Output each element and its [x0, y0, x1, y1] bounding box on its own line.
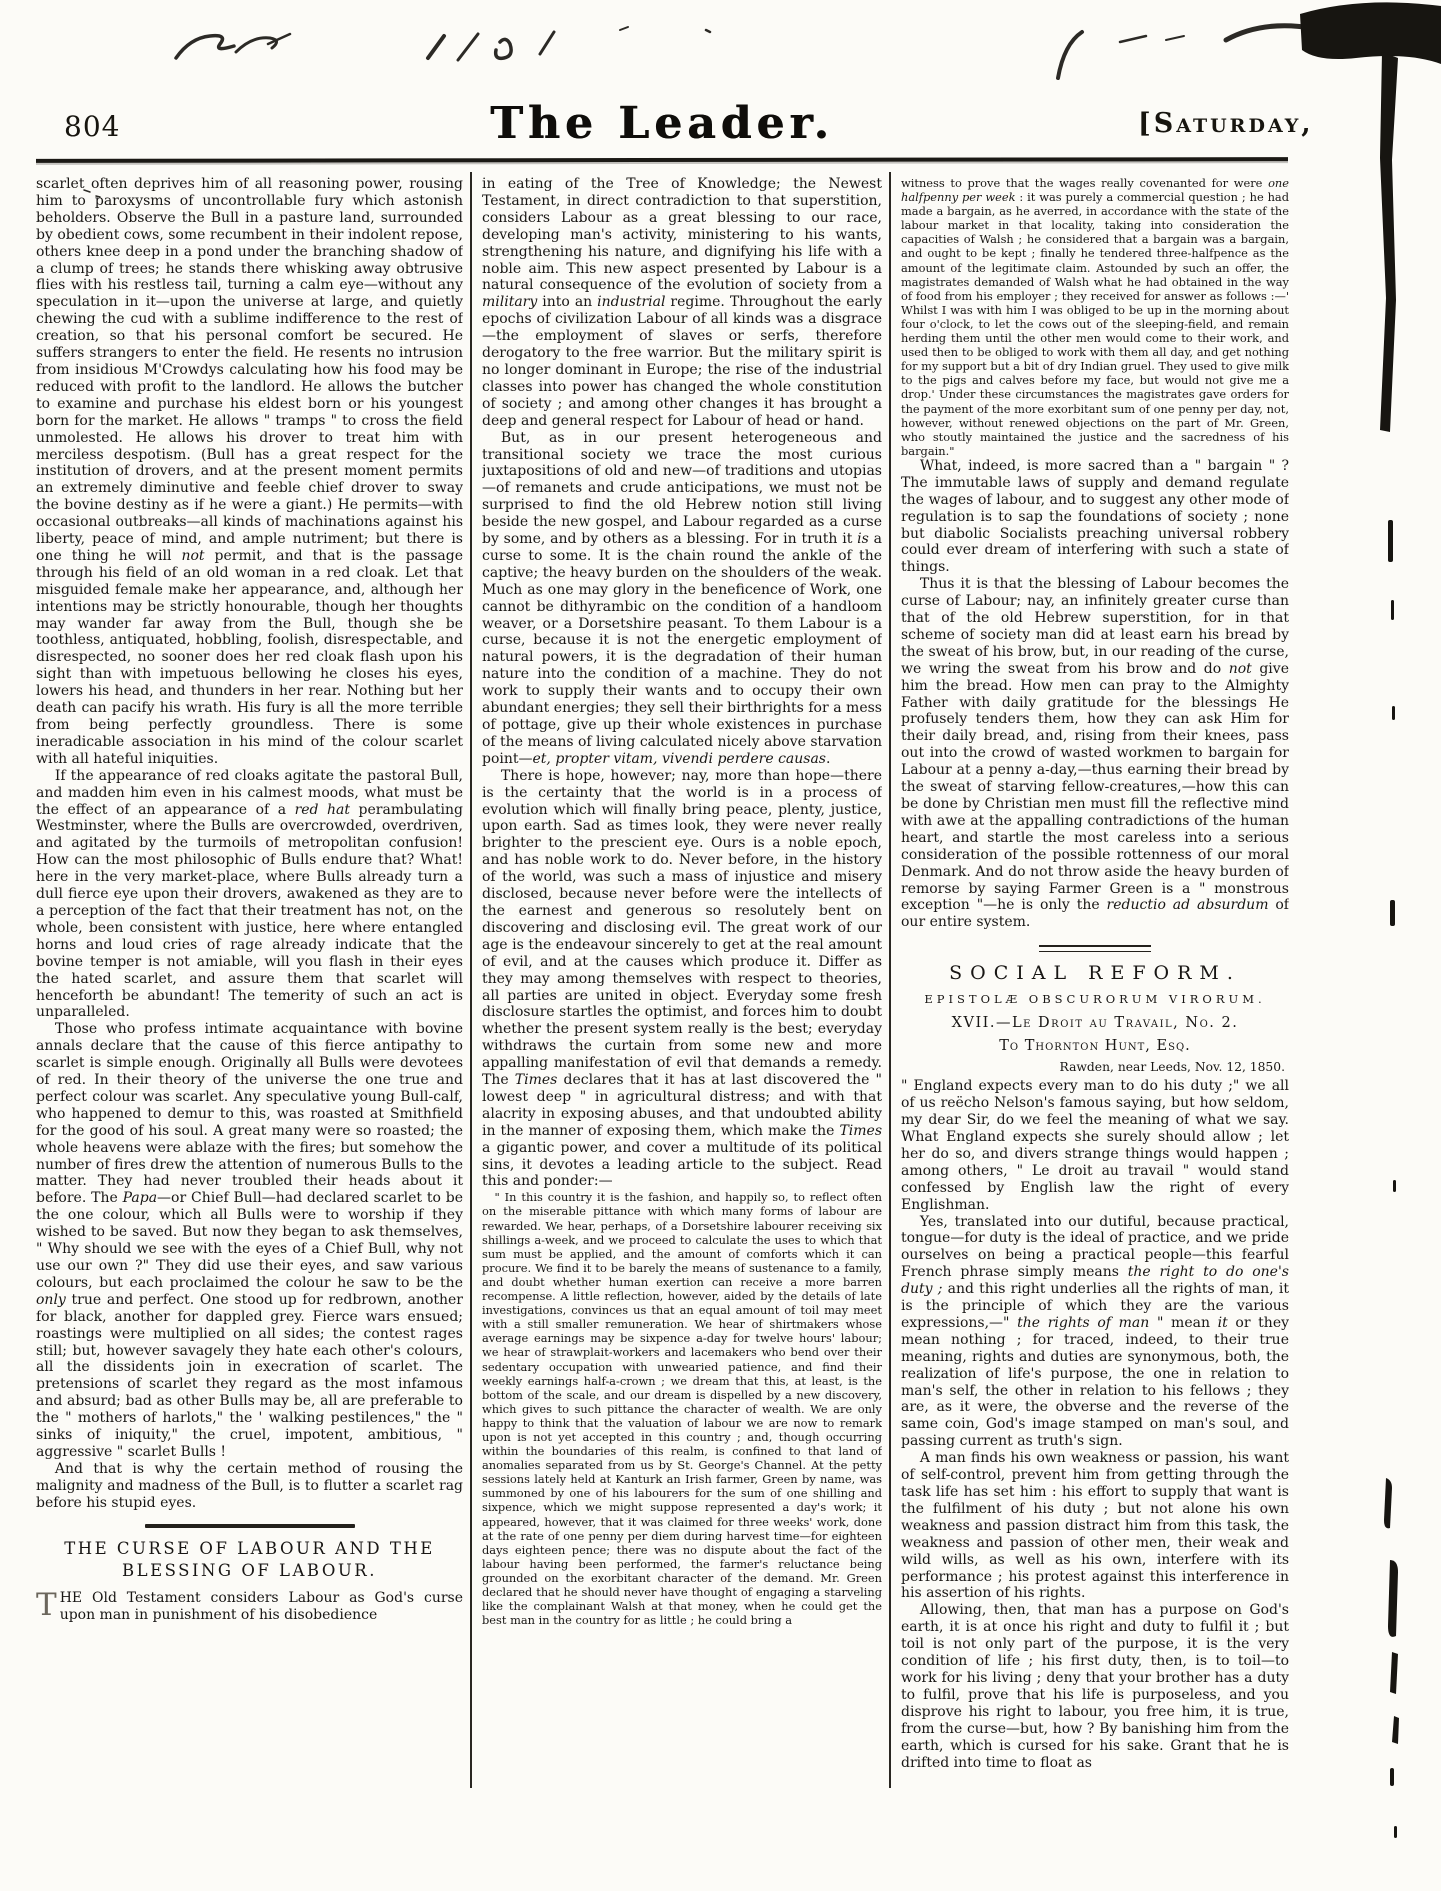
issue-date-label: [Saturday, — [1138, 108, 1314, 139]
social-reform-subtitle: EPISTOLÆ OBSCURORUM VIRORUM. — [924, 992, 1266, 1007]
section-divider-rule — [145, 1524, 355, 1528]
column-divider-rule — [889, 172, 891, 1788]
times-quote-block: " In this country it is the fashion, and happily so, to reflect often on the miserable pittance with which many forms of labour are rewarded. We hear, perhaps, of a Dorsetshire labourer receiving six shillings a-week, and we proceed to calculate the uses to which that sum must be applied, and the amount of comforts which it can procure. We find it to be barely the means of sustenance to a family, and doubt whether human exertion can receive a more barren recompense. A little reflection, however, aided by the details of late investigations, convinces us that an equal amount of toil may meet with a still smaller remuneration. We hear of shirtmakers whose average earnings may be sixpence a-day for twelve hours' labour; we hear of strawplait-workers and lacemakers who bend over their sedentary occupation with unwearied patience, and find their weekly earnings half-a-crown ; we dream that this, at least, is the bottom of the scale, and our dream is dispelled by a new discovery, which gives to such pittance the character of wealth. We are only happy to think that the valuation of labour we are now to remark upon is not yet accepted in this country ; and, though occurring within the boundaries of this realm, is confined to that land of anomalies separated from us by St. George's Channel. At the petty sessions lately held at Kanturk an Irish farmer, Green by name, was summoned by one of his labourers for the sum of one shilling and sixpence, which we might suppose represented a day's work; it appeared, however, that it was claimed for three weeks' work, done at the rate of one penny per diem during harvest time—for eighteen days eighteen pence; there was no dispute about the fact of the labour having been performed, the farmer's reluctance being grounded on the exorbitant character of the demand. Mr. Green declared that he should never have thought of engaging a starveling like the complainant Walsh at that money, when he could get the best man in the country for as little ; he could bring a — [482, 1190, 882, 1628]
column-3 — [901, 176, 1289, 1791]
masthead-title: The Leader. — [490, 98, 834, 149]
column-1 — [36, 176, 463, 1791]
page-number: 804 — [64, 110, 121, 143]
letter-paragraph: " England expects every man to do his duty ;" we all of us reëcho Nelson's famous saying, but how seldom, my dear Sir, do we feel the meaning of what we say. What England expects she surely should allow ; let her do so, and divers strange things would happen ; among others, " Le droit au travail " would stand confessed by English law the right of every Englishman. — [901, 1078, 1289, 1213]
letter-paragraph: Yes, translated into our dutiful, because practical, tongue—for duty is the ideal of practice, and we pride ourselves on being a practical people—this fearful French phrase simply means the right to do one's duty ; and this right underlies all the rights of man, it is the principle of which they are the various expressions,—" the rights of man " mean it or they mean nothing ; for traced, indeed, to their true meaning, rights and duties are synonymous, both, the realization of life's purpose, the one in relation to man's self, the other in relation to his fellows ; they are, as it were, the obverse and the reverse of the same coin, God's image stamped on man's soul, and passing current as truth's sign. — [901, 1213, 1289, 1450]
times-quote-continuation: witness to prove that the wages really covenanted for were one halfpenny per week : it was purely a commercial question ; he had made a bargain, as he averred, in accordance with the state of the labour market in that locality, taking into consideration the capacities of Walsh ; he considered that a bargain was a bargain, and ought to be kept ; finally he tendered three-halfpence as the amount of the legitimate claim. Astounded by such an offer, the magistrates demanded of Walsh what he had obtained in the way of food from his employer ; they received for answer as follows :—' Whilst I was with him I was obliged to be up in the morning about four o'clock, to let the cows out of the sleeping-field, and remain herding them until the other men would come to their work, and used then to be obliged to work with them all day, and get nothing for my support but a bit of dry Indian gruel. They used to give milk to the pigs and calves before my face, but would not give me a drop.' Under these circumstances the magistrates gave orders for the payment of the more exorbitant sum of one penny per day, not, however, without renewed objections on the part of Mr. Green, who stoutly maintained the justice and the sacredness of his bargain." — [901, 176, 1289, 458]
article-paragraph: What, indeed, is more sacred than a " bargain " ? The immutable laws of supply and demand regulate the wages of labour, and to suggest any other mode of regulation is to sap the foundations of society ; none but diabolic Socialists preaching universal robbery could ever dream of interfering with such a state of things. — [901, 457, 1289, 576]
article-paragraph: in eating of the Tree of Knowledge; the Newest Testament, in direct contradiction to that superstition, considers Labour as a great blessing to our race, developing man's activity, ministering to his wants, strengthening his nature, and dignifying his life with a noble aim. This new aspect presented by Labour is a natural consequence of the evolution of society from a military into an industrial regime. Throughout the early epochs of civilization Labour of all kinds was a disgrace—the employment of slaves or serfs, therefore derogatory to the free warrior. But the military spirit is no longer dominant in Europe; the rise of the industrial classes into power has changed the whole constitution of society ; and among other changes it has brought a deep and general respect for Labour of head or hand. — [482, 176, 882, 429]
section-divider-rule — [1039, 945, 1151, 952]
letter-paragraph: Allowing, then, that man has a purpose on God's earth, it is at once his right and duty to fulfil it ; but toil is not only part of the purpose, it is the very condition of life ; his first duty, then, is to toil—to work for his living ; deny that your brother has a duty to fulfil, prove that his life is purposeless, and you disprove his right to labour, you free him, it is true, from the curse—but, how ? By banishing him from the earth, which is cursed for his sake. Grant that he is drifted into time to float as — [901, 1602, 1289, 1771]
article-paragraph: Those who profess intimate acquaintance with bovine annals declare that the cause of this fierce antipathy to scarlet is simple enough. Originally all Bulls were devotees of red. In their theory of the universe the one true and perfect colour was scarlet. Any speculative young Bull-calf, who happened to demur to this, was roasted at Smithfield for the good of his soul. A great many were so roasted; the whole heavens were ablaze with the fires; but somehow the number of fires drew the attention of numerous Bulls to the matter. They had never troubled their heads about it before. The Papa—or Chief Bull—had declared scarlet to be the one colour, which all Bulls were to worship if they wished to be saved. But now they began to ask themselves, " Why should we see with the eyes of a Chief Bull, why not use our own ?" They did use their eyes, and saw various colours, but each proclaimed the colour he saw to be the only true and perfect. One stood up for redbrown, another for black, another for dappled grey. Fierce wars ensued; roastings were multiplied on all sides; the contest rages still; but, however savagely they hate each other's colours, all the dissidents join in execration of scarlet. The pretensions of scarlet they regard as the most infamous and absurd; bad as other Bulls may be, all are preferable to the " mothers of harlots," the ' walking pestilences," the " sinks of iniquity," the cruel, impotent, ambitious, " aggressive " scarlet Bulls ! — [36, 1021, 463, 1460]
article-title: THE CURSE OF LABOUR AND THE BLESSING OF LABOUR. — [64, 1538, 435, 1580]
column-divider-rule — [470, 172, 472, 1788]
scan-edge-artifact — [1300, 2, 1441, 1838]
article-paragraph: scarlet often deprives him of all reasoning power, rousing him to paroxysms of uncontrollable fury which astonish beholders. Observe the Bull in a pasture land, surrounded by obedient cows, some recumbent in their indolent repose, others knee deep in a pond under the branching shadow of a clump of trees; he stands there whisking away obtrusive flies with his restless tail, turning a calm eye—without any speculation in it—upon the universe at large, and quietly chewing the cud with a sublime indifference to the rest of creation, so that his personal comfort be secured. He suffers strangers to enter the field. He resents no intrusion from insidious M'Crowdys calculating how his food may be reduced with profit to the landlord. He allows the butcher to examine and purchase his eldest born or his youngest born for the market. He allows " tramps " to cross the field unmolested. He allows his drover to treat him with merciless despotism. (Bull has a great respect for the institution of drovers, and at the present moment permits an extremely diminutive and feeble chief drover to sway the bovine destiny as if he were a giant.) He permits—with occasional outbreaks—all kinds of machinations against his liberty, peace of mind, and ample nutriment; but there is one thing he will not permit, and that is the passage through his field of an old woman in a red cloak. Let that misguided female make her appearance, and, although her intentions may be strictly honourable, though her thoughts may wander far away from the Bull, though she be toothless, antiquated, hobbling, foolish, disrespectable, and disrespected, no sooner does her red cloak flash upon his sight than with impetuous bellowing he closes his eyes, lowers his head, and thunders in her rear. Nothing but her death can pacify his wrath. His fury is all the more terrible from being perfectly groundless. There is some ineradicable association in his mind of the colour scarlet with all hateful iniquities. — [36, 176, 463, 767]
social-reform-title: SOCIAL REFORM. — [949, 962, 1241, 985]
column-2 — [482, 176, 882, 1791]
social-reform-addressee: To Thornton Hunt, Esq. — [999, 1038, 1191, 1055]
article-paragraph: Thus it is that the blessing of Labour becomes the curse of Labour; nay, an infinitely greater curse than that of the old Hebrew superstition, for in that scheme of society man did at least earn his bread by the sweat of his brow, but, in our reading of the curse, we wring the sweat from his brow and do not give him the bread. How men can pray to the Almighty Father with daily gratitude for the blessings He profusely tenders them, how they can ask Him for their daily bread, and, rising from their knees, pass out into the crowd of wasted workmen to bargain for Labour at a penny a-day,—thus earning their bread by the sweat of starving fellow-creatures,—how this can be done by Christian men must fill the reflective mind with awe at the appalling contradictions of the human heart, and startle the most careless into a serious consideration of the possible rottenness of our moral Denmark. And do not throw aside the heavy burden of remorse by saying Farmer Green is a " monstrous exception "—he is only the reductio ad absurdum of our entire system. — [901, 576, 1289, 931]
article-paragraph: If the appearance of red cloaks agitate the pastoral Bull, and madden him even in his calmest moods, what must be the effect of an appearance of a red hat perambulating Westminster, where the Bulls are overcrowded, overdriven, and agitated by the turmoils of metropolitan confusion! How can the most philosophic of Bulls endure that? What! here in the very market-place, where Bulls already turn a dull fierce eye upon their drovers, awakened as they are to a perception of the fact that their treatment has not, on the whole, been consistent with justice, here where entangled horns and loud cries of rage already indicate that the bovine temper is not amiable, will you flash in their eyes the hated scarlet, and assure them that scarlet will henceforth be abundant! The temerity of such an act is unparalleled. — [36, 767, 463, 1021]
letter-paragraph: A man finds his own weakness or passion, his want of self-control, prevent him from getting through the task life has set him : his effort to supply that want is the fulfilment of his duty ; but not alone his own weakness and passion distract him from this task, the weakness and passion of other men, their weak and wild wills, as well as his own, interfere with its performance ; his protest against this interference in his assertion of his rights. — [901, 1450, 1289, 1602]
social-reform-series-line: XVII.—Le Droit au Travail, No. 2. — [951, 1015, 1239, 1032]
article-paragraph: There is hope, however; nay, more than hope—there is the certainty that the world is in a process of evolution which will finally bring peace, plenty, justice, upon earth. Sad as times look, they were never really brighter to the prescient eye. Ours is a noble epoch, and has noble work to do. Never before, in the history of the world, was such a mass of injustice and misery disclosed, because never before were the intellects of the earnest and generous so resolutely bent on discovering and disclosing evil. The great work of our age is the endeavour sincerely to get at the real amount of evil, and at the causes which produce it. Differ as they may among themselves with respect to theories, all parties are united in object. Everyday some fresh disclosure startles the optimist, and forces him to doubt whether the present system really is the best; everyday withdraws the curtain from some new and more appalling manifestation of evil that demands a remedy. The Times declares that it has at last discovered the " lowest deep " in agricultural distress; and with that alacrity in exposing abuses, and that undoubted ability in the manner of exposing them, which make the Times a gigantic power, and cover a multitude of its political sins, it devotes a leading article to the subject. Read this and ponder:— — [482, 767, 882, 1190]
article-paragraph: But, as in our present heterogeneous and transitional society we trace the most curious juxtapositions of old and new—of traditions and utopias—of remanets and crude anticipations, we must not be surprised to find the old Hebrew notion still living beside the new gospel, and Labour regarded as a curse by some, and by others as a blessing. For in truth it is a curse to some. It is the chain round the ankle of the captive; the heavy burden on the shoulders of the weak. Much as one may glory in the beneficence of Work, one cannot be dithyrambic on the condition of a handloom weaver, or a Dorsetshire peasant. To them Labour is a curse, because it is not the energetic employment of natural powers, it is the degradation of their human nature into the condition of a machine. They do not work to supply their wants and to occupy their own abundant energies; they sell their birthrights for a mess of pottage, give up their whole existences in purchase of the means of living calculated nicely above starvation point—et, propter vitam, vivendi perdere causas. — [482, 429, 882, 767]
article-paragraph: And that is why the certain method of rousing the malignity and madness of the Bull, is to flutter a scarlet rag before his stupid eyes. — [36, 1460, 463, 1511]
article-opening-paragraph: THE Old Testament considers Labour as God's curse upon man in punishment of his disobedience — [36, 1586, 463, 1623]
header-rule — [36, 157, 1288, 163]
drop-cap: T — [36, 1586, 57, 1623]
letter-dateline: Rawden, near Leeds, Nov. 12, 1850. — [1059, 1060, 1285, 1075]
